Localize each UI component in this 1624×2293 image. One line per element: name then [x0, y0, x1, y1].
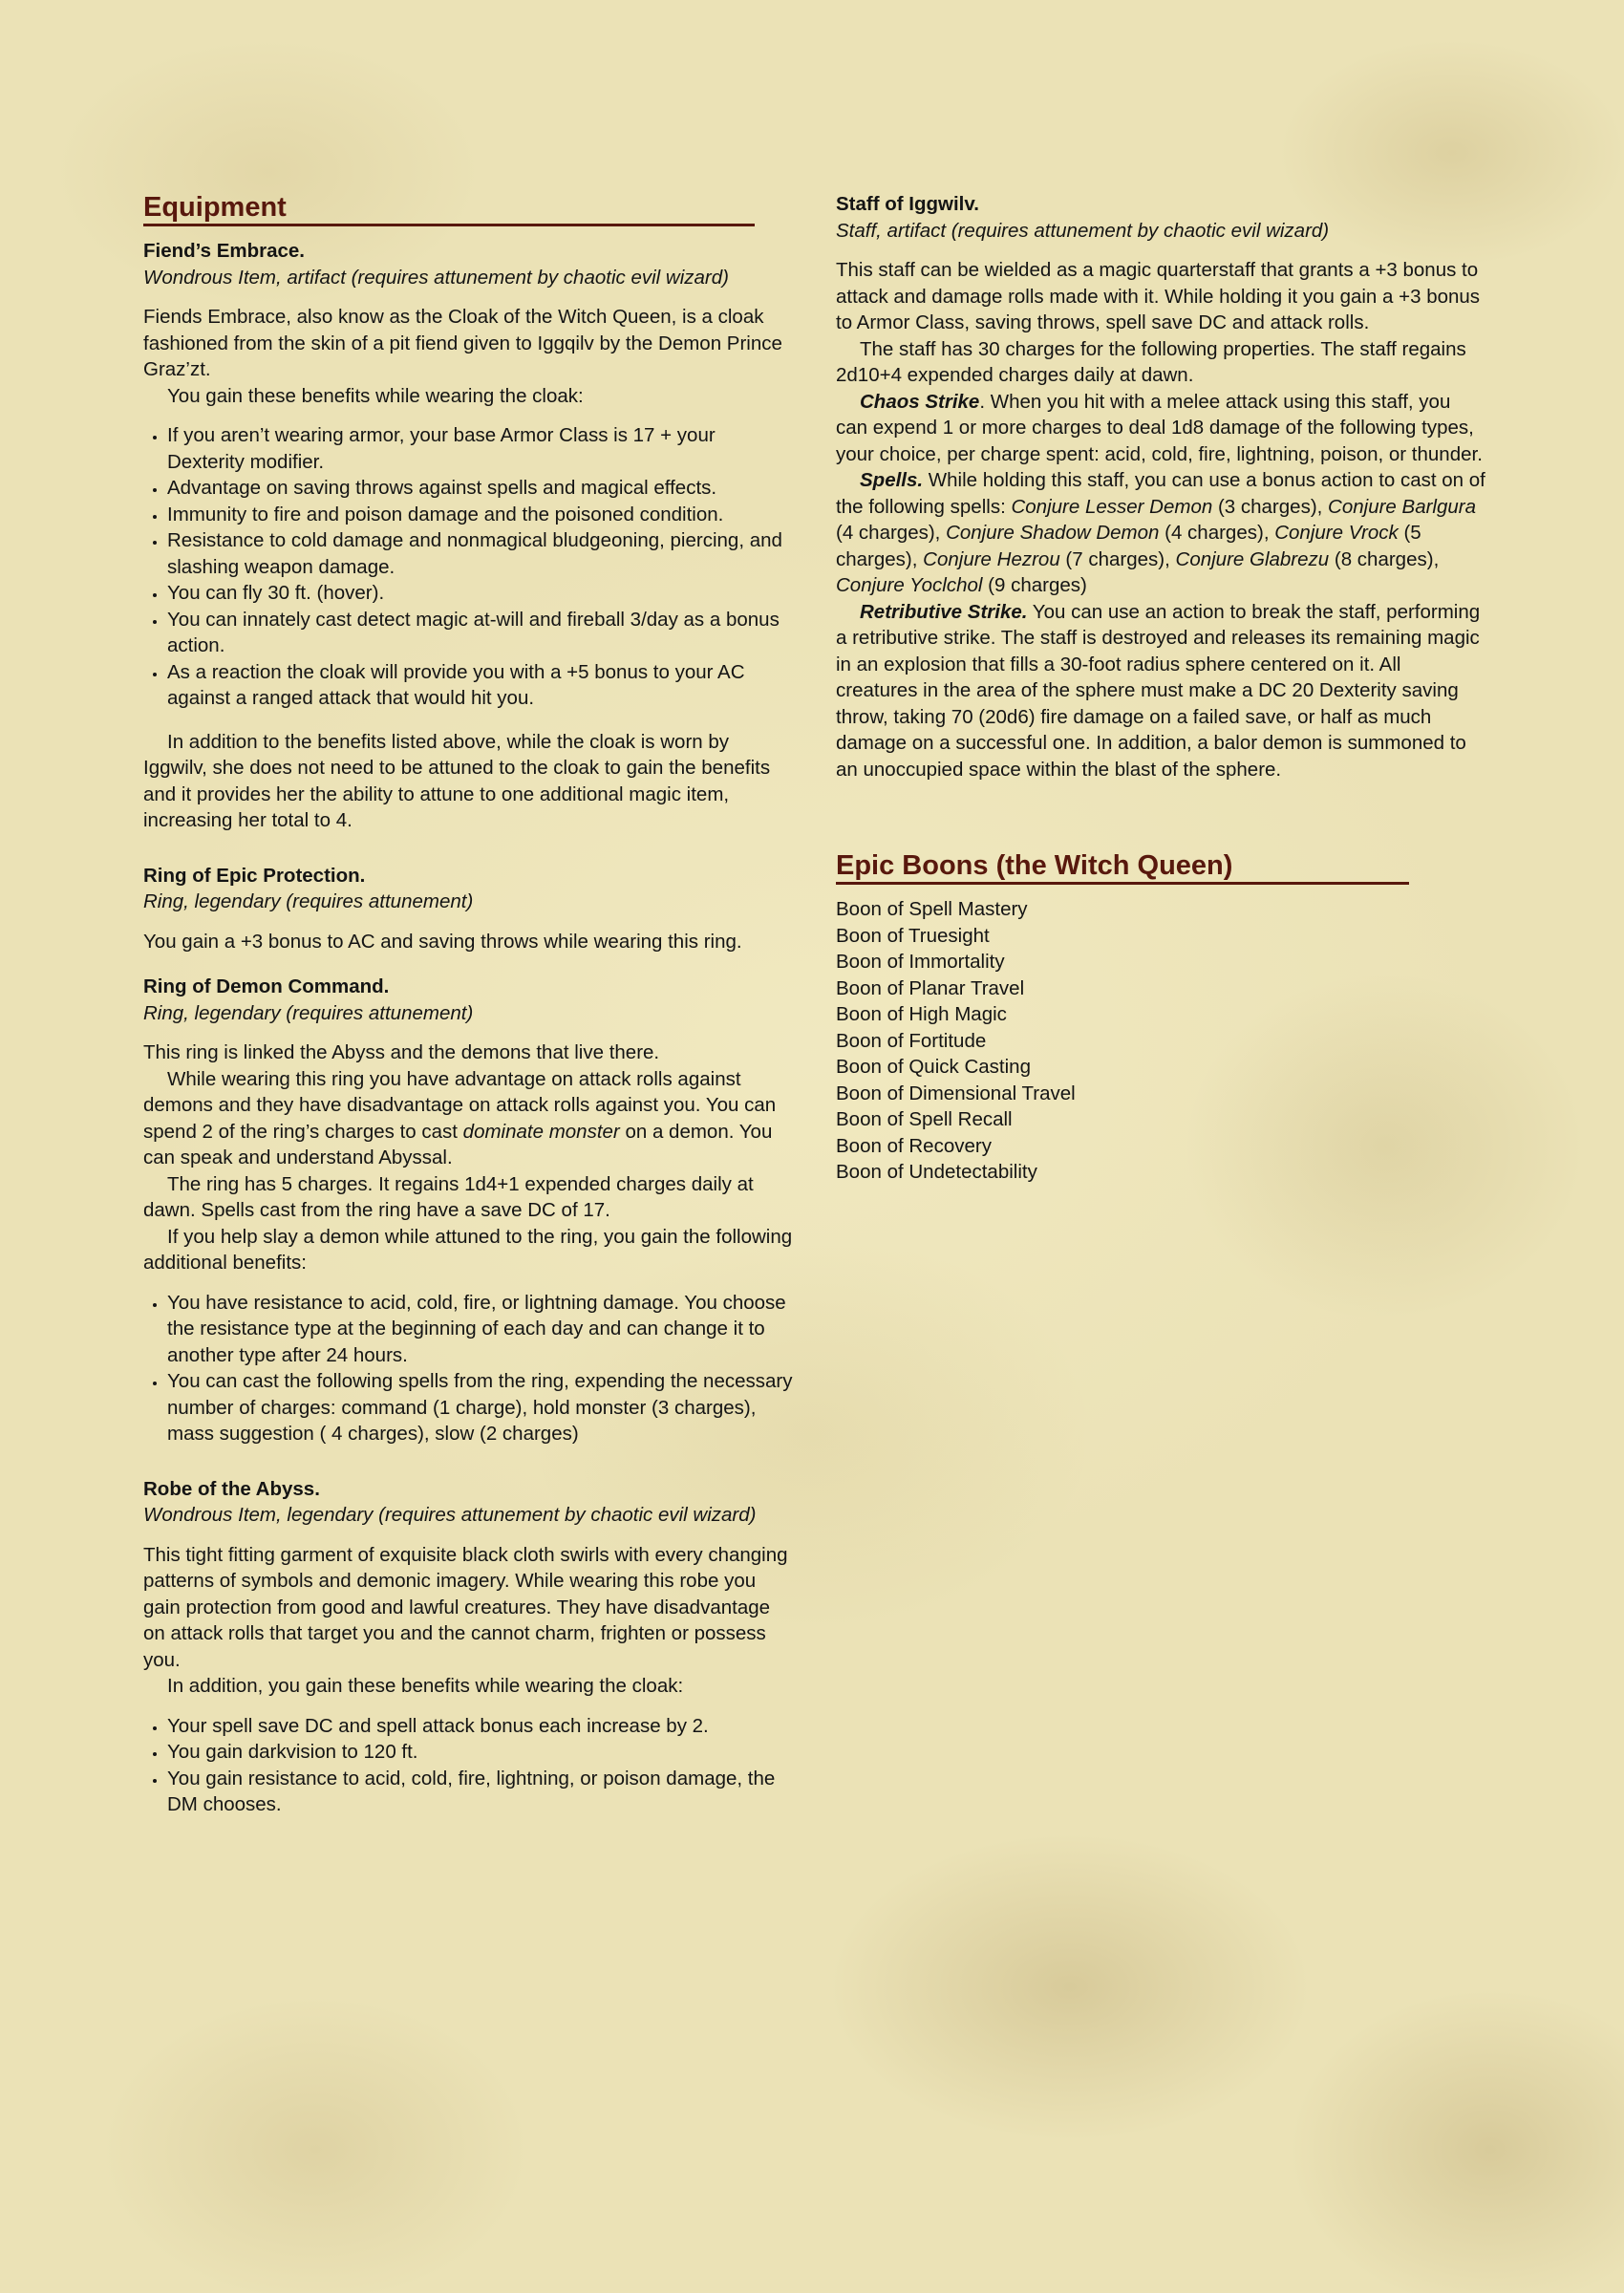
list-item: • You can innately cast detect magic at-will and fireball 3/day as a bonus action. — [167, 607, 793, 659]
list-item: • Advantage on saving throws against spells and magical effects. — [167, 475, 793, 502]
paragraph-spells — [836, 467, 1485, 599]
boon-item: Boon of Quick Casting — [836, 1056, 1031, 1078]
item-subtitle: Ring, legendary (requires attunement) — [143, 1001, 474, 1024]
text-span: (4 charges), — [836, 522, 947, 544]
text-span: . When you hit with a melee attack using this staff, you can expend 1 or more charges to deal 1d8 damage of the following types, your choice, per charge spent: acid, cold, fire, lightning, poison, or thunder. — [836, 390, 1483, 465]
paragraph: If you help slay a demon while attuned to the ring, you gain the following additional benefits: — [143, 1225, 793, 1274]
text-span: (5 charges), — [836, 522, 1421, 570]
paragraph: This tight fitting garment of exquisite black cloth swirls with every changing patterns of symbols and demonic imagery. While wearing this robe you gain protection from good and lawful creatures. They have disadvantage on attack rolls that target you and the cannot charm, frighten or possess you. — [143, 1543, 788, 1671]
item-subtitle: Wondrous Item, legendary (requires attunement by chaotic evil wizard) — [143, 1504, 757, 1526]
text-span: on a demon. You can speak and understand Abyssal. — [143, 1120, 773, 1168]
item-name: Ring of Demon Command. — [143, 975, 390, 997]
boon-item: Boon of Recovery — [836, 1134, 992, 1157]
boon-item: Boon of Truesight — [836, 924, 990, 947]
spell-name: Conjure Lesser Demon — [1011, 495, 1213, 518]
right-column — [836, 191, 1485, 1186]
property-label: Chaos Strike — [860, 390, 980, 413]
spell-name: Conjure Shadow Demon — [946, 522, 1160, 544]
spell-name: Conjure Glabrezu — [1175, 547, 1330, 570]
spell-name: Conjure Barlgura — [1328, 495, 1477, 518]
boon-item: Boon of Immortality — [836, 951, 1005, 973]
text-span: (4 charges), — [1159, 522, 1275, 544]
list-item: • Resistance to cold damage and nonmagical bludgeoning, piercing, and slashing weapon damage. — [167, 527, 793, 580]
item-staff-of-iggwilv — [836, 191, 1485, 782]
boon-item: Boon of Dimensional Travel — [836, 1082, 1076, 1104]
bullet-list — [143, 1713, 793, 1818]
boon-item: Boon of Planar Travel — [836, 976, 1025, 999]
spell-name: Conjure Hezrou — [923, 547, 1060, 570]
item-fiends-embrace — [143, 238, 793, 834]
property-label: Spells. — [860, 469, 924, 491]
paragraph: The staff has 30 charges for the following properties. The staff regains 2d10+4 expended charges daily at dawn. — [836, 337, 1466, 386]
list-item: • You gain darkvision to 120 ft. — [167, 1739, 793, 1766]
list-item: • Your spell save DC and spell attack bonus each increase by 2. — [167, 1713, 793, 1740]
item-robe-of-the-abyss — [143, 1476, 793, 1818]
boon-item: Boon of High Magic — [836, 1003, 1007, 1025]
paragraph-chaos-strike — [836, 389, 1485, 468]
list-item: • Immunity to fire and poison damage and the poisoned condition. — [167, 502, 793, 528]
paragraph: The ring has 5 charges. It regains 1d4+1 expended charges daily at dawn. Spells cast from the ring have a save DC of 17. — [143, 1172, 754, 1221]
list-item: • You can fly 30 ft. (hover). — [167, 580, 793, 607]
item-name: Staff of Iggwilv. — [836, 193, 979, 215]
list-item: • If you aren’t wearing armor, your base Armor Class is 17 + your Dexterity modifier. — [167, 422, 793, 475]
section-heading-epic-boons: Epic Boons (the Witch Queen) — [836, 849, 1409, 885]
spell-name: Conjure Vrock — [1274, 522, 1399, 544]
bullet-list — [143, 422, 793, 712]
text-span: (9 charges) — [982, 574, 1087, 596]
item-ring-epic-protection — [143, 863, 793, 955]
paragraph — [143, 1066, 793, 1171]
boon-list — [836, 896, 1485, 1186]
list-item: • You have resistance to acid, cold, fire, or lightning damage. You choose the resistance type at the beginning of each day and can change it to another type after 24 hours. — [167, 1290, 793, 1369]
item-name: Ring of Epic Protection. — [143, 864, 366, 887]
item-subtitle: Wondrous Item, artifact (requires attunement by chaotic evil wizard) — [143, 266, 729, 289]
paragraph: Fiends Embrace, also know as the Cloak of the Witch Queen, is a cloak fashioned from the skin of a pit fiend given to Iggqilv by the Demon Prince Graz’zt. — [143, 306, 782, 380]
text-span: (3 charges), — [1212, 495, 1329, 518]
list-item: • You can cast the following spells from the ring, expending the necessary number of charges: command (1 charge), hold monster (3 charges), mass suggestion ( 4 charges), slow (2 charges) — [167, 1368, 793, 1447]
list-item: • As a reaction the cloak will provide you with a +5 bonus to your AC against a ranged attack that would hit you. — [167, 659, 793, 712]
paragraph: This staff can be wielded as a magic quarterstaff that grants a +3 bonus to attack and damage rolls made with it. While holding it you gain a +3 bonus to Armor Class, saving throws, spell save DC and attack rolls. — [836, 259, 1481, 333]
text-span: While holding this staff, you can use a bonus action to cast on of the following spells: — [836, 469, 1485, 518]
paragraph-retributive-strike — [836, 599, 1485, 783]
paragraph: In addition, you gain these benefits while wearing the cloak: — [167, 1675, 684, 1697]
paragraph: You gain these benefits while wearing the cloak: — [167, 384, 584, 407]
paragraph: This ring is linked the Abyss and the demons that live there. — [143, 1041, 660, 1063]
item-subtitle: Staff, artifact (requires attunement by chaotic evil wizard) — [836, 219, 1330, 242]
section-heading-equipment: Equipment — [143, 191, 755, 226]
boon-item: Boon of Fortitude — [836, 1029, 987, 1052]
text-span: (7 charges), — [1059, 547, 1176, 570]
epic-boons-section — [836, 849, 1485, 1186]
property-label: Retributive Strike. — [860, 600, 1028, 623]
paragraph: In addition to the benefits listed above, while the cloak is worn by Iggwilv, she does not need to be attuned to the cloak to gain the benefits and it provides her the ability to attune to one additional magic item, increasing her total to 4. — [143, 730, 771, 831]
item-ring-demon-command — [143, 974, 793, 1447]
spell-name: Conjure Yoclchol — [836, 574, 983, 596]
left-column — [143, 191, 793, 1843]
boon-item: Boon of Spell Recall — [836, 1108, 1013, 1130]
boon-item: Boon of Undetectability — [836, 1161, 1037, 1183]
item-name: Fiend’s Embrace. — [143, 240, 305, 262]
item-subtitle: Ring, legendary (requires attunement) — [143, 890, 474, 912]
item-name: Robe of the Abyss. — [143, 1477, 320, 1500]
bullet-list — [143, 1290, 793, 1447]
text-span: While wearing this ring you have advantage on attack rolls against demons and they have disadvantage on attack rolls against you. You can spend 2 of the ring’s charges to cast — [143, 1067, 777, 1143]
paragraph: You gain a +3 bonus to AC and saving throws while wearing this ring. — [143, 930, 742, 953]
boon-item: Boon of Spell Mastery — [836, 898, 1028, 920]
list-item: • You gain resistance to acid, cold, fire, lightning, or poison damage, the DM chooses. — [167, 1766, 793, 1818]
text-span: (8 charges), — [1329, 547, 1440, 570]
spell-name: dominate monster — [462, 1120, 620, 1143]
text-span: You can use an action to break the staff, performing a retributive strike. The staff is destroyed and releases its remaining magic in an explosion that fills a 30-foot radius sphere centered on it. All creatures in the area of the sphere must make a DC 20 Dexterity saving throw, taking 70 (20d6) fire damage on a failed save, or half as much damage on a successful one. In addition, a balor demon is summoned to an unoccupied space within the blast of the sphere. — [836, 600, 1481, 781]
